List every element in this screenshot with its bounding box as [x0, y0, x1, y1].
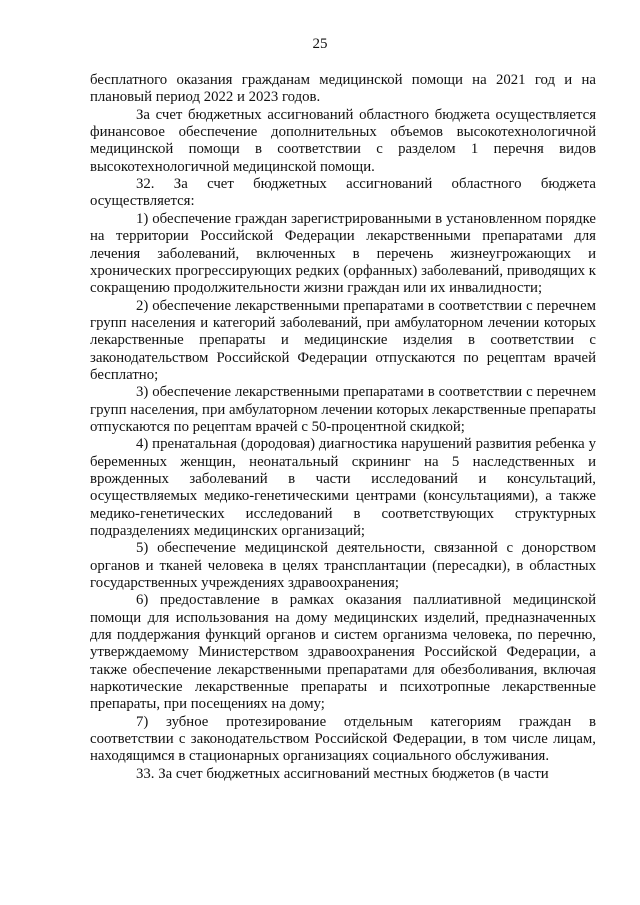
page-number: 25 — [312, 36, 328, 52]
paragraph: 33. За счет бюджетных ассигнований местных бюджетов (в части — [136, 765, 549, 782]
paragraph: 2) обеспечение лекарственными препаратами в соответствии с перечнем групп населения и категорий заболеваний, при амбулаторном лечении которых лекарственные препараты и медицинские изделия в соответствии с законодательством Российской Федерации отпускаются по рецептам врачей бесплатно; — [90, 297, 596, 383]
paragraph: 7) зубное протезирование отдельным категориям граждан в соответствии с законодательством Российской Федерации, в том числе лицам, находящимся в стационарных организациях социального обслуживания. — [90, 713, 596, 765]
paragraph: 5) обеспечение медицинской деятельности, связанной с донорством органов и тканей человека в целях трансплантации (пересадки), в областных государственных учреждениях здравоохранения; — [90, 540, 596, 591]
paragraph: бесплатного оказания гражданам медицинской помощи на 2021 год и на плановый период 2022 и 2023 годов. — [90, 72, 596, 106]
paragraph: 4) пренатальная (дородовая) диагностика нарушений развития ребенка у беременных женщин, неонатальный скрининг на 5 наследственных и врожденных заболеваний в части исследований и консультаций, осуществляемых медико-генетическими центрами (консультациями), а также медико-генетических исследований в соответствующих структурных подразделениях медицинских организаций; — [90, 436, 596, 539]
paragraph: 6) предоставление в рамках оказания паллиативной медицинской помощи для использования на дому медицинских изделий, предназначенных для поддержания функций органов и систем организма человека, по перечню, утверждаемому Министерством здравоохранения Российской Федерации, а также обеспечение лекарственными препаратами для обезболивания, включая наркотические лекарственные препараты и психотропные лекарственные препараты, при посещениях на дому; — [90, 592, 596, 713]
paragraph: 1) обеспечение граждан зарегистрированными в установленном порядке на территории Российской Федерации лекарственными препаратами для лечения заболеваний, включенных в перечень жизнеугрожающих и хронических прогрессирующих редких (орфанных) заболеваний, приводящих к сокращению продолжительности жизни граждан или их инвалидности; — [90, 210, 596, 297]
paragraph: За счет бюджетных ассигнований областного бюджета осуществляется финансовое обеспечение дополнительных объемов высокотехнологичной медицинской помощи в соответствии с разделом 1 перечня видов высокотехнологичной медицинской помощи. — [90, 106, 596, 175]
document-body — [90, 72, 596, 783]
paragraph: 3) обеспечение лекарственными препаратами в соответствии с перечнем групп населения, при амбулаторном лечении которых лекарственные препараты отпускаются по рецептам врачей с 50-процентной скидкой; — [90, 384, 596, 435]
paragraph: 32. За счет бюджетных ассигнований областного бюджета осуществляется: — [90, 176, 596, 210]
